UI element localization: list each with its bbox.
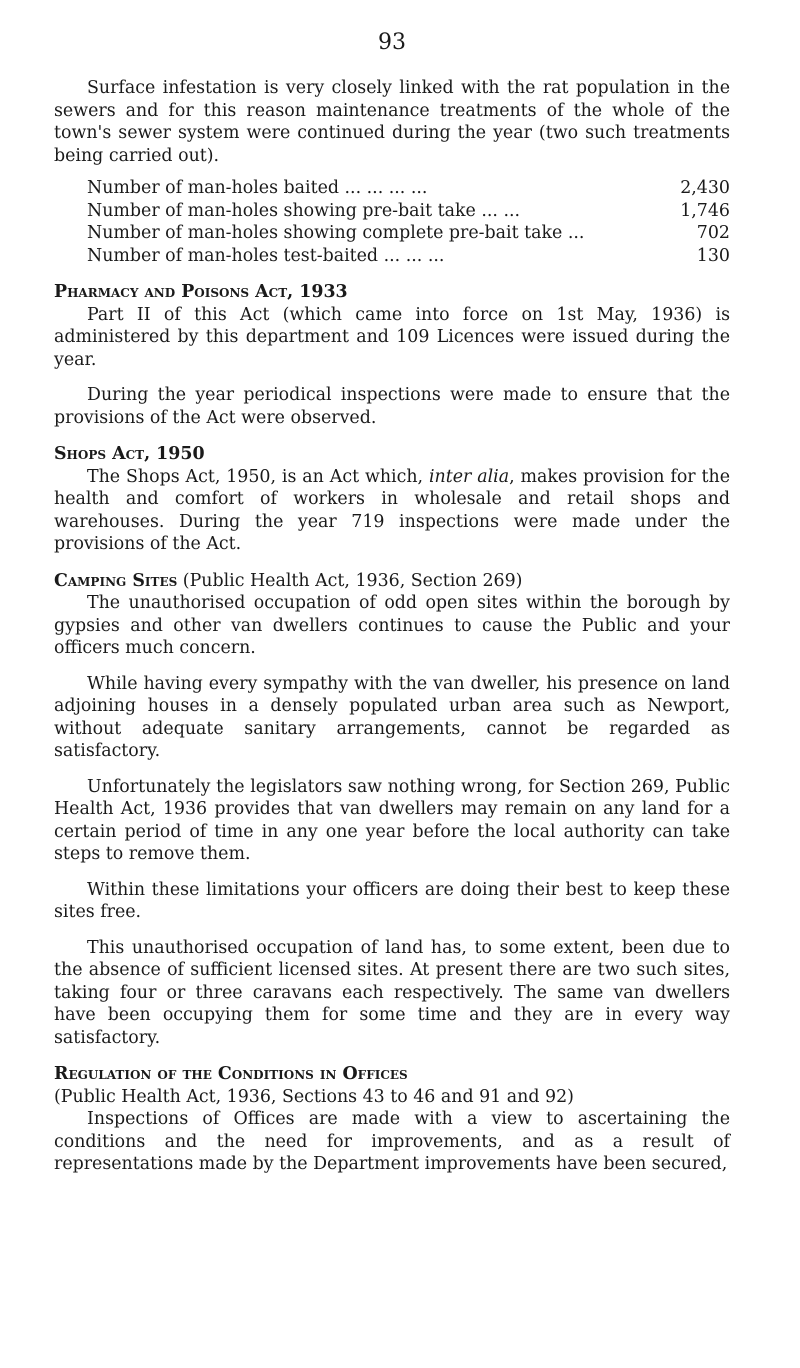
- camping-heading-reference: (Public Health Act, 1936, Section 269): [177, 570, 523, 591]
- camping-heading: Camping Sites (Public Health Act, 1936, Section 269): [54, 570, 523, 591]
- offices-paragraph: Inspections of Offices are made with a view to ascertaining the conditions and the need for improvements, and as a result of representations made by the Department improvements have been secured,: [54, 1109, 730, 1174]
- stat-leader: ... ...: [475, 200, 521, 221]
- shops-heading: Shops Act, 1950: [54, 444, 205, 464]
- stat-label: Number of man-holes baited: [87, 178, 339, 198]
- pharmacy-heading: Pharmacy and Poisons Act, 1933: [54, 282, 348, 302]
- offices-reference: (Public Health Act, 1936, Sections 43 to 46 and 91 and 92): [54, 1086, 574, 1107]
- latin-phrase: inter alia: [428, 466, 510, 487]
- intro-paragraph: Surface infestation is very closely linked with the rat population in the sewers and for this reason maintenance treatments of the whole of the town's sewer system were continued during the year (two such treatments being carried out).: [54, 78, 730, 166]
- stat-label: Number of man-holes showing pre-bait take: [87, 200, 476, 221]
- stat-leader: ... ... ... ...: [339, 178, 428, 198]
- stat-label: Number of man-holes showing complete pre-bait take: [87, 223, 563, 243]
- stat-value: 702: [696, 223, 730, 243]
- camping-paragraph-5: This unauthorised occupation of land has, to some extent, been due to the absence of sufficient licensed sites. At present there are two such sites, taking four or three caravans each respectively. The same van dwellers have been occupying them for some time and they are in every way satisfactory.: [54, 937, 730, 1048]
- stat-value: 130: [696, 245, 730, 266]
- camping-paragraph-4: Within these limitations your officers are doing their best to keep these sites free.: [54, 879, 730, 922]
- stat-value: 1,746: [680, 200, 730, 221]
- camping-paragraph-3: Unfortunately the legislators saw nothing wrong, for Section 269, Public Health Act, 1936 provides that van dwellers may remain on any land for a certain period of time in any one year before the local authority can take steps to remove them.: [54, 776, 730, 864]
- stat-value: 2,430: [680, 178, 730, 198]
- stat-row: [87, 177, 730, 200]
- pharmacy-paragraph-2: During the year periodical inspections were made to ensure that the provisions of the Act were observed.: [54, 385, 730, 428]
- stat-leader: ... ... ...: [378, 245, 445, 266]
- stat-row: [87, 222, 730, 245]
- offices-heading: Regulation of the Conditions in Offices: [54, 1064, 408, 1084]
- stat-leader: ...: [562, 223, 585, 243]
- shops-paragraph: The Shops Act, 1950, is an Act which, inter alia, makes provision for the health and comfort of workers in wholesale and retail shops and warehouses. During the year 719 inspections were made under the provisions of the Act.: [54, 466, 731, 554]
- stat-row: [87, 245, 730, 268]
- sewer-statistics: [87, 177, 730, 267]
- camping-paragraph-2: While having every sympathy with the van dweller, his presence on land adjoining houses in a densely populated urban area such as Newport, without adequate sanitary arrangements, cannot be regarded as satisfactory.: [54, 673, 730, 761]
- camping-paragraph-1: The unauthorised occupation of odd open sites within the borough by gypsies and other van dwellers continues to cause the Public and your officers much concern.: [54, 593, 730, 658]
- stat-label: Number of man-holes test-baited: [87, 245, 379, 266]
- pharmacy-paragraph-1: Part II of this Act (which came into force on 1st May, 1936) is administered by this department and 109 Licences were issued during the year.: [54, 304, 730, 370]
- page-number: 93: [378, 30, 406, 55]
- stat-row: [87, 200, 730, 223]
